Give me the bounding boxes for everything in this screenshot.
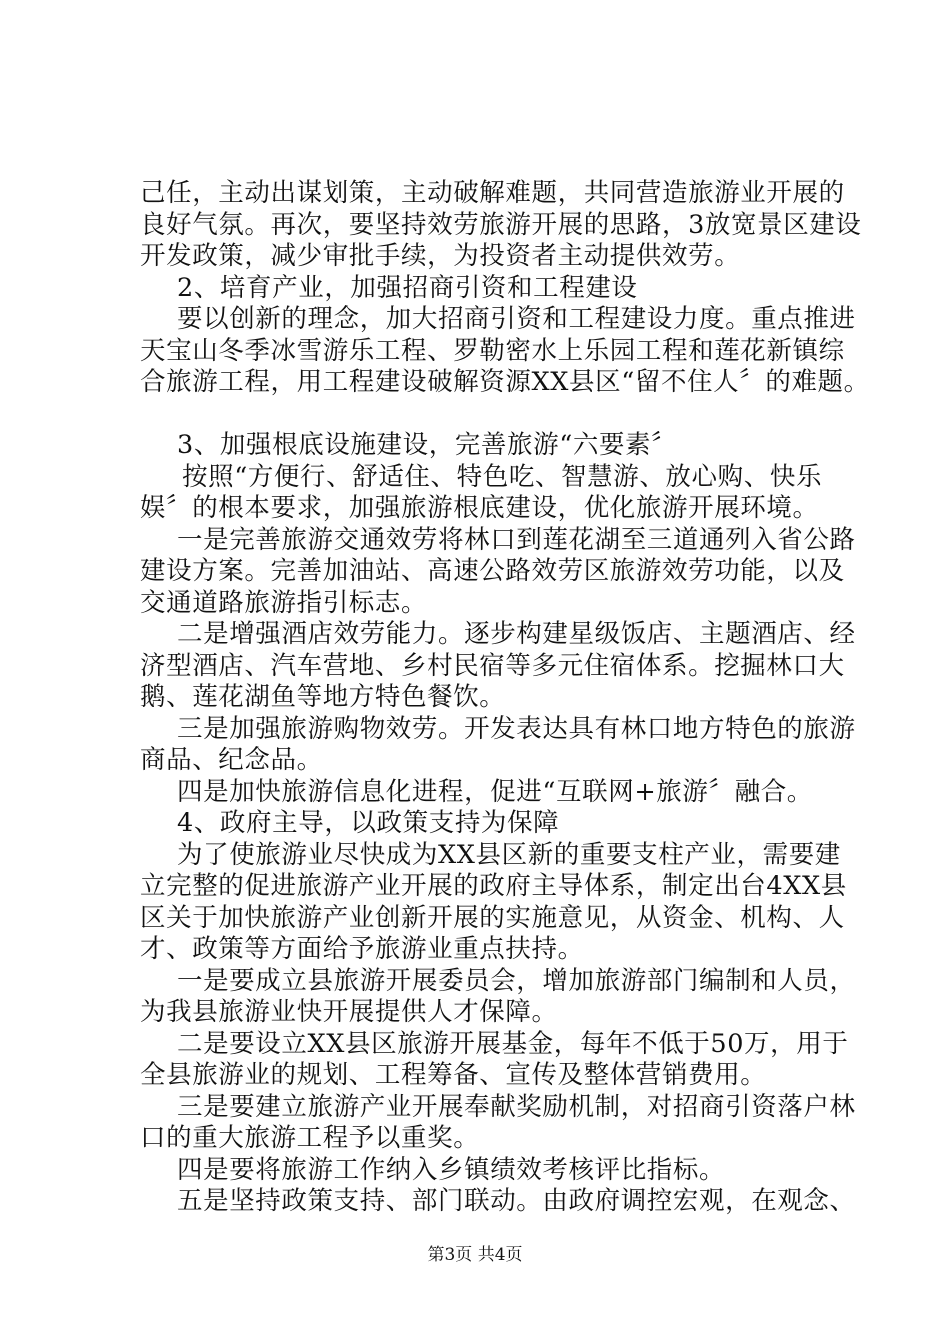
text-line: 开发政策，减少审批手续，为投资者主动提供效劳。 [140, 241, 741, 271]
text-line: 按照“方便行、舒适住、特色吃、智慧游、放心购、快乐 [182, 461, 823, 492]
text-line: 合旅游工程，用工程建设破解资源XX县区“留不住人〞的难题。 [140, 367, 870, 397]
text-line: 二是要设立XX县区旅游开展基金，每年不低于50万，用于 [177, 1028, 849, 1059]
text-line: 二是增强酒店效劳能力。逐步构建星级饭店、主题酒店、经 [177, 619, 856, 649]
text-line: 三是加强旅游购物效劳。开发表达具有林口地方特色的旅游 [177, 713, 856, 744]
text-line: 己任，主动出谋划策，主动破解难题，共同营造旅游业开展的 [140, 178, 845, 208]
text-line: 济型酒店、汽车营地、乡村民宿等多元住宿体系。挖掘林口大 [140, 650, 845, 681]
text-line: 才、政策等方面给予旅游业重点扶持。 [140, 934, 584, 964]
text-line: 要以创新的理念，加大招商引资和工程建设力度。重点推进 [177, 304, 856, 334]
text-line: 四是加快旅游信息化进程，促进“互联网+旅游〞融合。 [177, 776, 813, 807]
page-number-footer: 第3页 共4页 [427, 1245, 523, 1265]
text-line: 商品、纪念品。 [140, 745, 323, 775]
text-line: 三是要建立旅游产业开展奉献奖励机制，对招商引资落户林 [177, 1091, 856, 1122]
text-line: 建设方案。完善加油站、高速公路效劳区旅游效劳功能，以及 [140, 556, 845, 586]
text-line: 一是完善旅游交通效劳将林口到莲花湖至三道通列入省公路 [177, 524, 856, 555]
section-heading: 4、政府主导，以政策支持为保障 [177, 808, 560, 838]
text-line: 天宝山冬季冰雪游乐工程、罗勒密水上乐园工程和莲花新镇综 [140, 335, 845, 366]
text-line: 立完整的促进旅游产业开展的政府主导体系，制定出台4XX县 [140, 871, 847, 901]
text-line: 为我县旅游业快开展提供人才保障。 [140, 997, 558, 1027]
text-line: 为了使旅游业尽快成为XX县区新的重要支柱产业，需要建 [177, 839, 841, 870]
document-body [140, 178, 870, 1218]
text-line: 一是要成立县旅游开展委员会，增加旅游部门编制和人员， [177, 965, 856, 996]
section-heading: 3、加强根底设施建设，完善旅游“六要素〞 [177, 430, 678, 460]
text-line: 娱〞的根本要求，加强旅游根底建设，优化旅游开展环境。 [140, 493, 819, 523]
blank-line [140, 399, 840, 431]
text-line: 五是坚持政策支持、部门联动。由政府调控宏观，在观念、 [177, 1186, 856, 1216]
text-line: 良好气氛。再次，要坚持效劳旅游开展的思路，3放宽景区建设 [140, 209, 862, 240]
text-line: 交通道路旅游指引标志。 [140, 587, 428, 618]
section-heading: 2、培育产业，加强招商引资和工程建设 [177, 272, 638, 303]
text-line: 全县旅游业的规划、工程筹备、宣传及整体营销费用。 [140, 1060, 767, 1090]
text-line: 口的重大旅游工程予以重奖。 [140, 1123, 480, 1153]
text-line: 区关于加快旅游产业创新开展的实施意见，从资金、机构、人 [140, 902, 845, 933]
text-line: 鹅、莲花湖鱼等地方特色餐饮。 [140, 682, 506, 712]
text-line: 四是要将旅游工作纳入乡镇绩效考核评比指标。 [177, 1154, 726, 1185]
